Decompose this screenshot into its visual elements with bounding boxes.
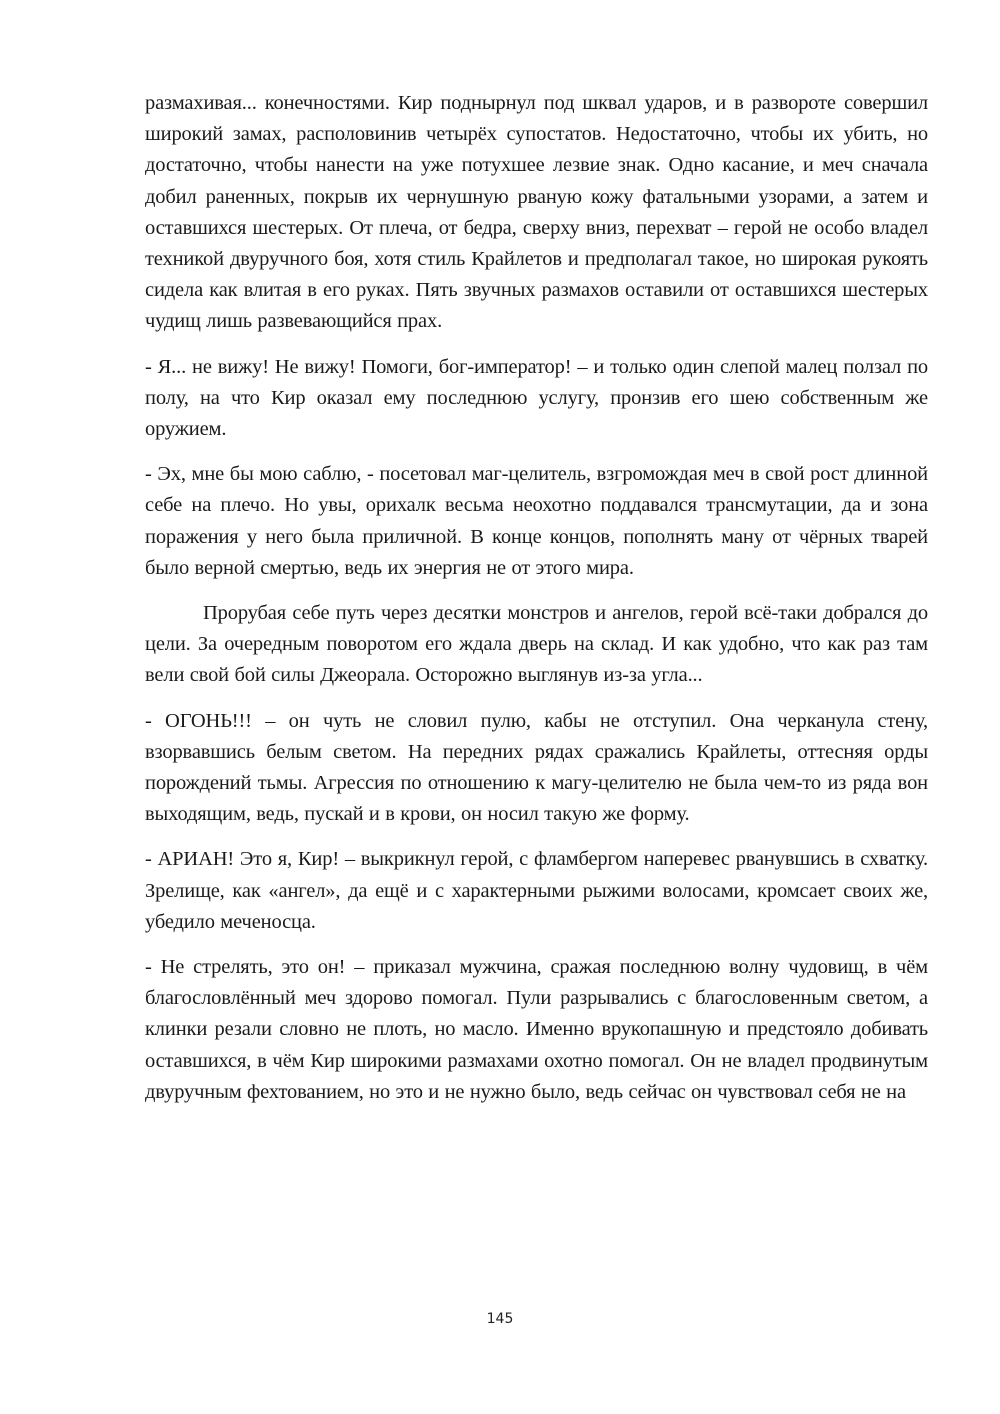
paragraph-7-dialogue: - Не стрелять, это он! – приказал мужчина, сражая последнюю волну чудовищ, в чём благословлённый меч здорово помогал. Пули разрывались с благословенным светом, а клинки резали словно не плоть, но масло. Именно врукопашную и предстояло добивать оставшихся, в чём Кир широкими размахами охотно помогал. Он не владел продвинутым двуручным фехтованием, но это и не нужно было, ведь сейчас он чувствовал себя не на [145,956,928,1103]
page-number: 145 [486,1311,514,1327]
paragraph-3-dialogue: - Эх, мне бы мою саблю, - посетовал маг-целитель, взгромождая меч в свой рост длинной себе на плечо. Но увы, орихалк весьма неохотно поддавался трансмутации, да и зона поражения у него была приличной. В конце концов, пополнять ману от чёрных тварей было верной смертью, ведь их энергия не от этого мира. [145,463,928,579]
paragraph-1: размахивая... конечностями. Кир поднырнул под шквал ударов, и в развороте совершил широкий замах, располовинив четырёх супостатов. Недостаточно, чтобы их убить, но достаточно, чтобы нанести на уже потухшее лезвие знак. Одно касание, и меч сначала добил раненных, покрыв их чернушную рваную кожу фатальными узорами, а затем и оставшихся шестерых. От плеча, от бедра, сверху вниз, перехват – герой не особо владел техникой двуручного боя, хотя стиль Крайлетов и предполагал такое, но широкая рукоять сидела как влитая в его руках. Пять звучных размахов оставили от оставшихся шестерых чудищ лишь развевающийся прах. [145,92,928,333]
paragraph-2-dialogue: - Я... не вижу! Не вижу! Помоги, бог-император! – и только один слепой малец ползал по полу, на что Кир оказал ему последнюю услугу, пронзив его шею собственным же оружием. [145,355,928,441]
paragraph-5-dialogue: - ОГОНЬ!!! – он чуть не словил пулю, кабы не отступил. Она черканула стену, взорвавшись белым светом. На передних рядах сражались Крайлеты, оттесняя орды порождений тьмы. Агрессия по отношению к магу-целителю не была чем-то из ряда вон выходящим, ведь, пускай и в крови, он носил такую же форму. [145,709,928,826]
paragraph-6-dialogue: - АРИАН! Это я, Кир! – выкрикнул герой, с фламбергом наперевес рванувшись в схватку. Зрелище, как «ангел», да ещё и с характерными рыжими волосами, кромсает своих же, убедило меченосца. [145,848,928,933]
document-page [145,88,928,1122]
paragraph-4-indented: Прорубая себе путь через десятки монстров и ангелов, герой всё-таки добрался до цели. За очередным поворотом его ждала дверь на склад. И как удобно, что как раз там вели свой бой силы Джеорала. Осторожно выглянув из-за угла... [145,602,928,687]
